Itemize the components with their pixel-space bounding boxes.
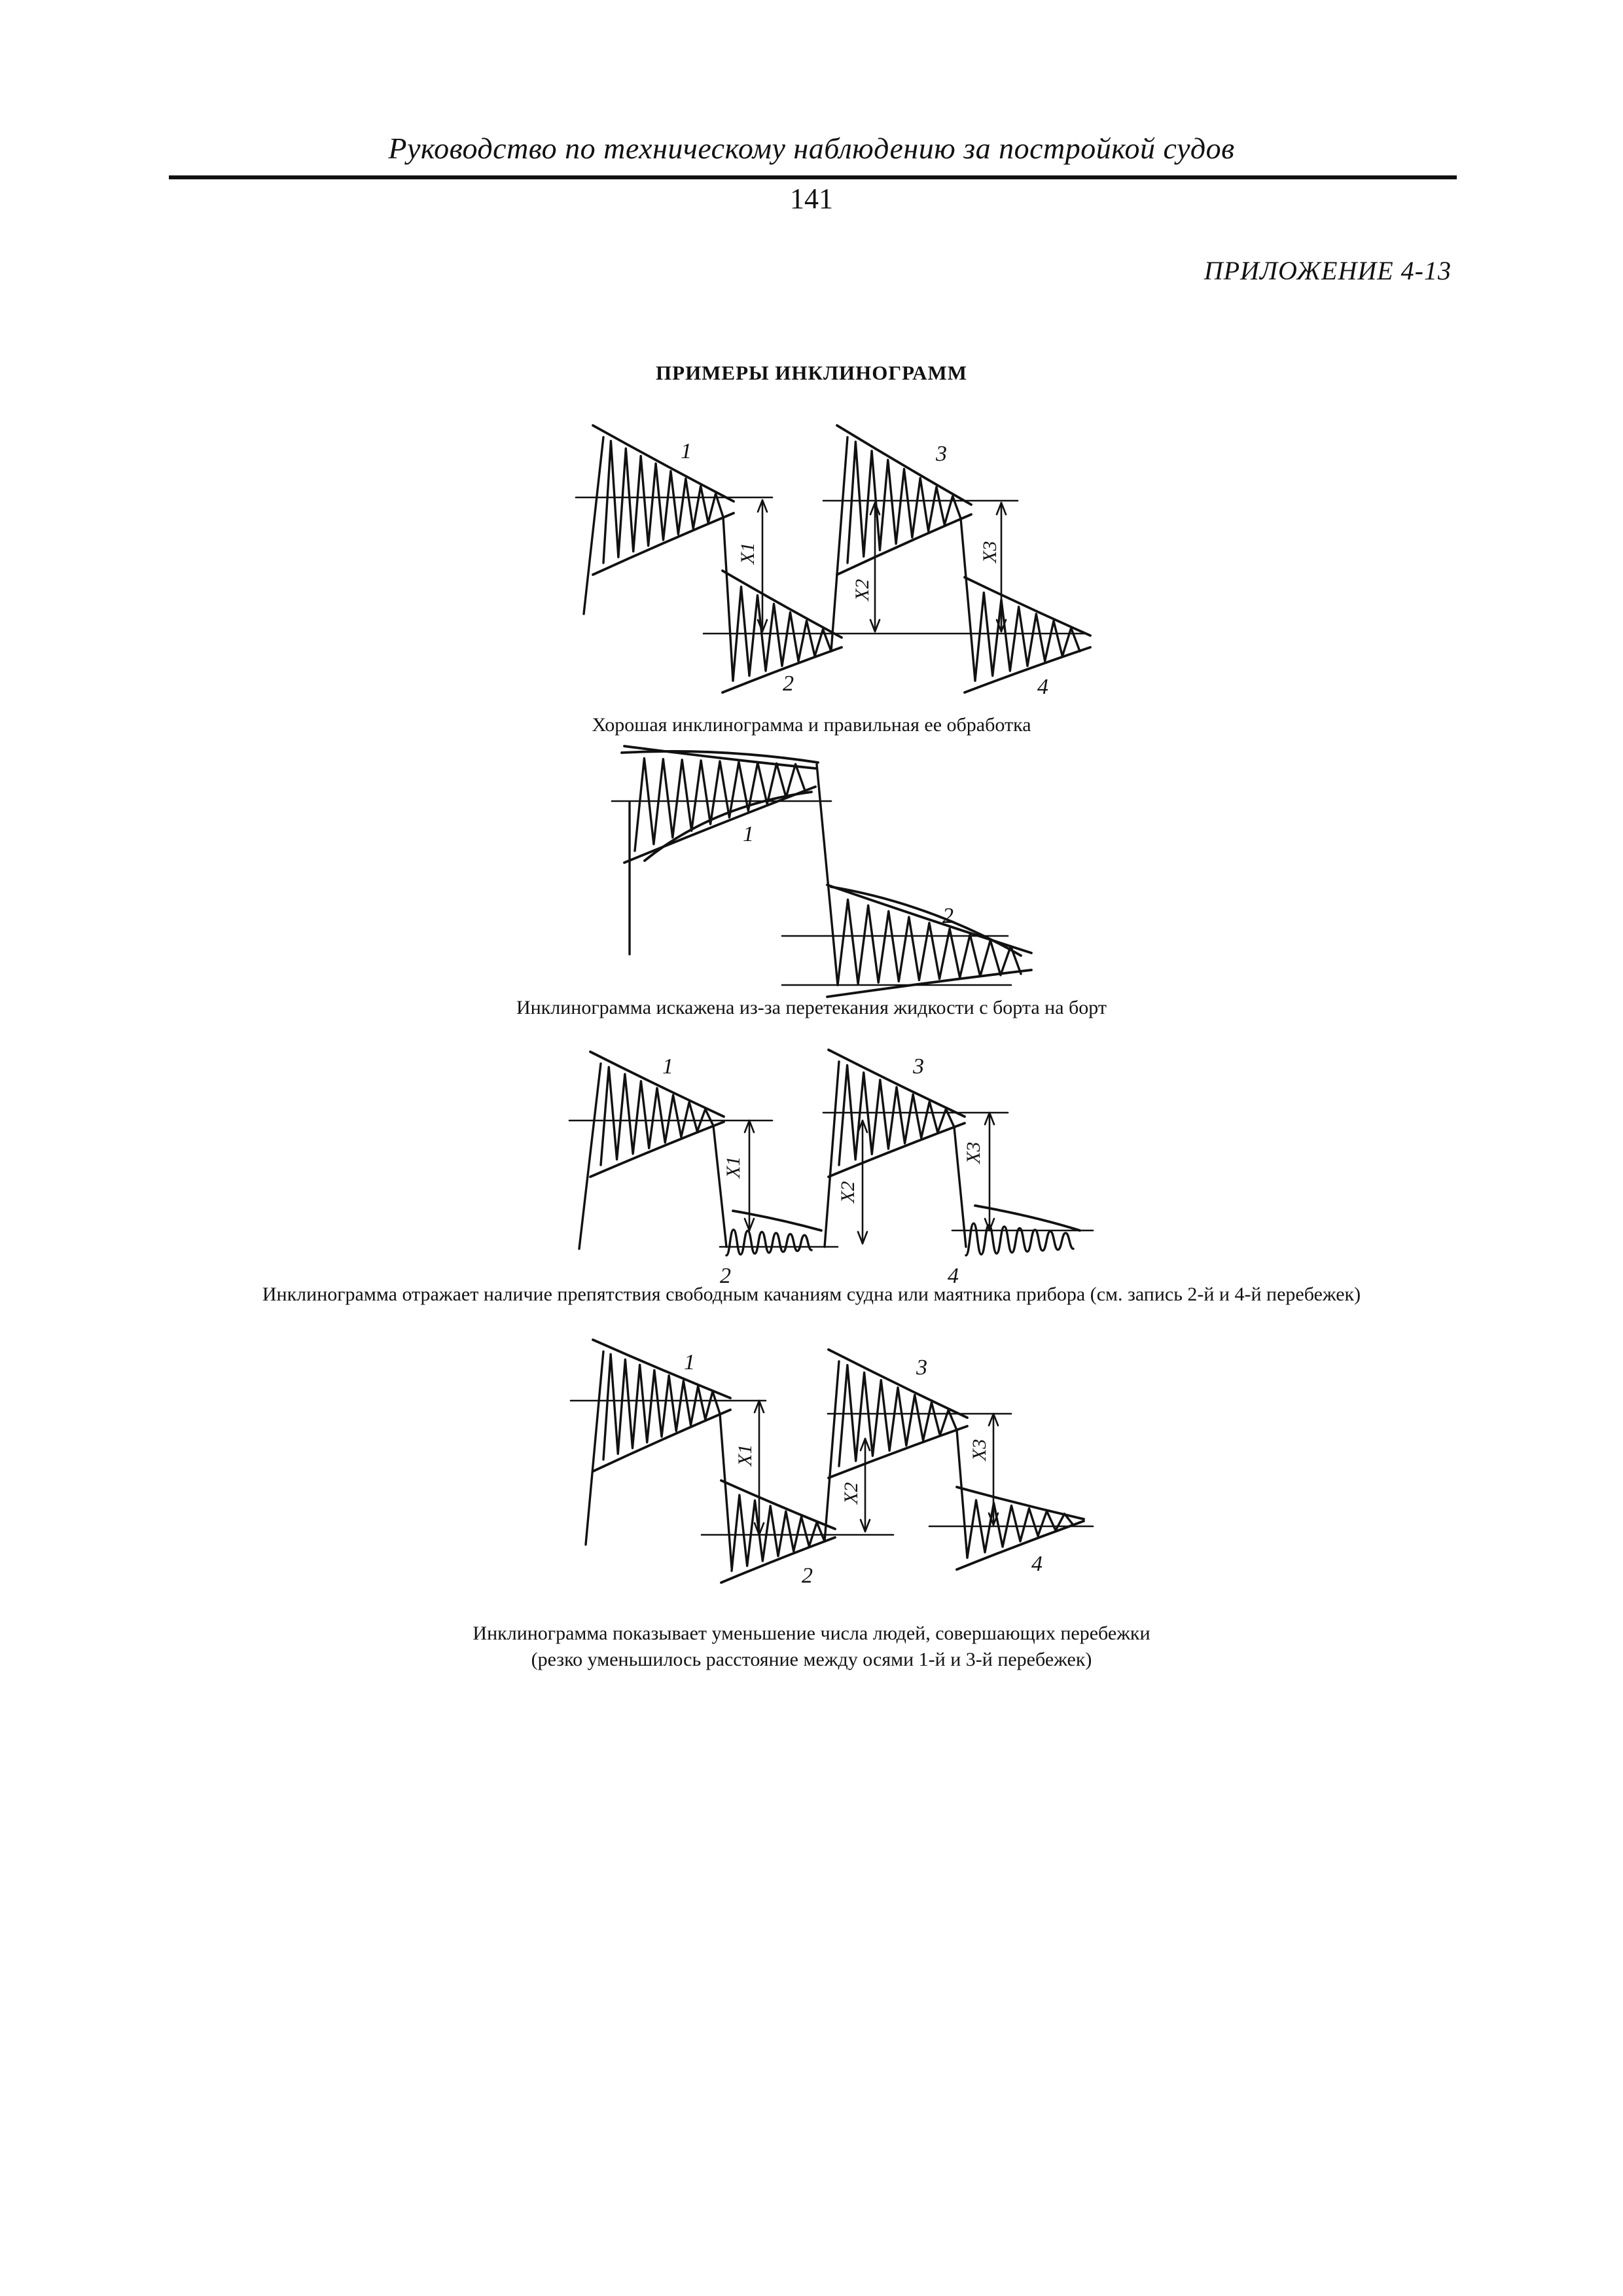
figure-4-label-x3: X3	[969, 1439, 990, 1461]
figure-3-label-3: 3	[913, 1054, 924, 1079]
figure-1-label-x2: X2	[851, 579, 873, 601]
figure-4-label-3: 3	[916, 1355, 927, 1380]
figure-1-label-x1: X1	[737, 542, 758, 564]
figure-4-label-1: 1	[684, 1350, 695, 1374]
figure-4-label-x1: X1	[734, 1444, 756, 1466]
figure-1-label-1: 1	[681, 439, 692, 463]
inclinogram-4-trace	[571, 1340, 1093, 1583]
figure-1-label-4: 4	[1037, 675, 1048, 699]
figure-3-label-x2: X2	[837, 1181, 859, 1203]
figure-4-caption-line-1: Инклинограмма показывает уменьшение числа людей, совершающих перебежки	[473, 1623, 1150, 1644]
figure-3-label-x3: X3	[963, 1141, 984, 1164]
figure-2-label-1: 1	[743, 822, 754, 846]
figure-4-label-4: 4	[1031, 1552, 1043, 1576]
figure-3-label-2: 2	[720, 1264, 731, 1288]
fig4-drop-1	[720, 1414, 732, 1568]
figure-3-caption: Инклинограмма отражает наличие препятствия свободным качаниям судна или маятника прибора (см. запись 2-й и 4-й перебежек)	[262, 1283, 1361, 1305]
running-title: Руководство по техническому наблюдению за постройкой судов	[388, 132, 1235, 165]
figure-1-label-3: 3	[936, 442, 947, 466]
fig4-run-4-lower-envelope	[957, 1521, 1084, 1570]
fig4-run-1-lower-envelope	[593, 1410, 730, 1471]
appendix-label: ПРИЛОЖЕНИЕ 4-13	[1204, 256, 1452, 285]
figure-1-caption: Хорошая инклинограмма и правильная ее обработка	[592, 714, 1031, 736]
figure-3-label-x1: X1	[722, 1156, 744, 1178]
figure-1-label-2: 2	[783, 672, 794, 696]
fig4-lead-in	[586, 1352, 603, 1545]
fig4-run-3-lower-envelope	[829, 1426, 967, 1478]
figure-2-label-2: 2	[942, 904, 954, 928]
figure-4-label-2: 2	[802, 1564, 813, 1588]
figure-4-caption-line-2: (резко уменьшилось расстояние между осями 1-й и 3-й перебежек)	[531, 1649, 1092, 1670]
figure-4-label-x2: X2	[840, 1482, 862, 1504]
fig4-rise-1	[825, 1361, 839, 1541]
figure-1-label-x3: X3	[979, 541, 1001, 563]
fig4-drop-2	[957, 1430, 967, 1558]
section-title: ПРИМЕРЫ ИНКЛИНОГРАММ	[656, 361, 967, 384]
page-number: 141	[790, 183, 833, 215]
fig4-run-4-wave	[967, 1500, 1073, 1558]
figure-3-label-1: 1	[662, 1054, 673, 1079]
figure-2-caption: Инклинограмма искажена из-за перетекания жидкости с борта на борт	[516, 997, 1107, 1018]
figure-3-label-4: 4	[948, 1264, 959, 1288]
fig4-run-2-lower-envelope	[721, 1537, 835, 1583]
